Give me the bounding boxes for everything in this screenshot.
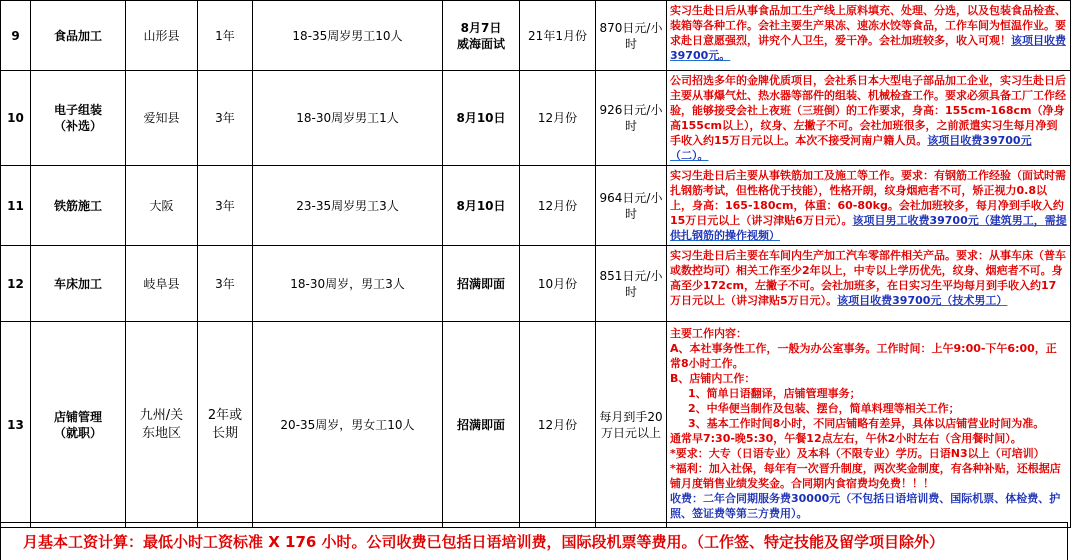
job-location: 山形县 — [126, 1, 198, 71]
job-description — [667, 246, 1071, 322]
table-row — [1, 246, 1071, 322]
departure-date: 12月份 — [520, 166, 596, 246]
fee-text: 该项目收费39700元（二）。 — [670, 134, 1032, 162]
job-term: 3年 — [198, 246, 253, 322]
job-description — [667, 1, 1071, 71]
fee-text: 该项目男工收费39700元（建筑男工，需提供扎钢筋的操作视频） — [670, 214, 1067, 242]
description-line: 通常早7:30-晚5:30，午餐12点左右，午休2小时左右（含用餐时间）。 — [670, 432, 1022, 445]
departure-date: 12月份 — [520, 322, 596, 528]
job-description — [667, 322, 1071, 528]
description-line: 1、简单日语翻译，店铺管理事务； — [688, 387, 861, 400]
job-title: 食品加工 — [31, 1, 126, 71]
description-text: 实习生赴日后主要在车间内生产加工汽车零部件相关产品。要求：从事车床（普车或数控均可）相关工作至少2年以上，中专以上学历优先，纹身、烟疤者不可。身高至少172cm，左撇子不可。会社加班多，在日实习生平均每月到手收入约17万日元以上（讲习津贴5万日元）。 — [670, 249, 1066, 307]
description-text: 公司招选多年的金牌优质项目，会社系日本大型电子部品加工企业，实习生赴日后主要从事爆气灶、热水器等部件的组装、机械检查工作。要求必须具备工厂工作经验，能够接受会社上夜班（三班倒）的工作要求，身高：155cm-168cm（净身高155cm以上），纹身、左撇子不可。会社加班很多，之前派遣实习生每月净到手收入约15万日元以上。本次不接受河南户籍人员。 — [670, 74, 1066, 147]
interview-date: 8月10日 — [443, 71, 520, 166]
job-description — [667, 166, 1071, 246]
job-requirement: 18-30周岁，男工3人 — [253, 246, 443, 322]
fee-text: 收费：二年合同期服务费30000元（不包括日语培训费、国际机票、体检费、护照、签证费等第三方费用）。 — [670, 492, 1061, 520]
fee-text: 该项目收费39700元。 — [670, 34, 1066, 62]
description-line: A、本社事务性工作，一般为办公室事务。工作时间：上午9:00-下午6:00，正常8小时工作。 — [670, 342, 1057, 370]
description-line: 2、中华便当制作及包装、摆台，简单料理等相关工作； — [688, 402, 960, 415]
job-requirement: 23-35周岁男工3人 — [253, 166, 443, 246]
job-term: 2年或 长期 — [198, 322, 253, 528]
description-line: *要求：大专（日语专业）及本科（不限专业）学历。日语N3以上（可培训） — [670, 447, 1045, 460]
hourly-wage: 870日元/小 时 — [596, 1, 667, 71]
job-location: 岐阜县 — [126, 246, 198, 322]
job-location: 爱知县 — [126, 71, 198, 166]
interview-date: 招满即面 — [443, 246, 520, 322]
job-term: 1年 — [198, 1, 253, 71]
interview-date: 8月10日 — [443, 166, 520, 246]
table-row — [1, 71, 1071, 166]
fee-text: 该项目收费39700元（技术男工） — [837, 294, 1008, 307]
row-number: 13 — [1, 322, 31, 528]
table-row — [1, 322, 1071, 528]
hourly-wage: 926日元/小 时 — [596, 71, 667, 166]
job-term: 3年 — [198, 166, 253, 246]
job-title: 铁筋施工 — [31, 166, 126, 246]
footer-note: 月基本工资计算：最低小时工资标准 X 176 小时。公司收费已包括日语培训费，国际段机票等费用。（工作签、特定技能及留学项目除外） — [0, 522, 1068, 560]
job-term: 3年 — [198, 71, 253, 166]
description-line: 3、基本工作时间8小时，不同店铺略有差异，具体以店铺营业时间为准。 — [688, 417, 1045, 430]
row-number: 9 — [1, 1, 31, 71]
job-location: 九州/关 东地区 — [126, 322, 198, 528]
row-number: 10 — [1, 71, 31, 166]
departure-date: 21年1月份 — [520, 1, 596, 71]
job-title: 车床加工 — [31, 246, 126, 322]
interview-date: 招满即面 — [443, 322, 520, 528]
job-title: 店铺管理 （就职） — [31, 322, 126, 528]
row-number: 12 — [1, 246, 31, 322]
job-location: 大阪 — [126, 166, 198, 246]
job-requirement: 18-35周岁男工10人 — [253, 1, 443, 71]
job-requirement: 20-35周岁，男女工10人 — [253, 322, 443, 528]
departure-date: 12月份 — [520, 71, 596, 166]
description-line: *福利：加入社保，每年有一次晋升制度，两次奖金制度，有各种补贴，还根据店铺月度销售业绩发奖金。合同期内食宿费均免费！！！ — [670, 462, 1061, 490]
job-title: 电子组装 （补选） — [31, 71, 126, 166]
table-row — [1, 1, 1071, 71]
job-description — [667, 71, 1071, 166]
row-number: 11 — [1, 166, 31, 246]
description-text: 实习生赴日后从事食品加工生产线上原料填充、处理、分选，以及包装食品检查、装箱等各种工作。会社主要生产果冻、速冻水饺等食品，工作车间为恒温作业。要求赴日意愿强烈，讲究个人卫生，爱干净。会社加班较多，收入可观！ — [670, 4, 1066, 47]
table-row — [1, 166, 1071, 246]
job-requirement: 18-30周岁男工1人 — [253, 71, 443, 166]
departure-date: 10月份 — [520, 246, 596, 322]
description-line: 主要工作内容： — [670, 327, 747, 340]
description-line: B、店铺内工作： — [670, 372, 756, 385]
hourly-wage: 964日元/小 时 — [596, 166, 667, 246]
hourly-wage: 851日元/小 时 — [596, 246, 667, 322]
description-text: 实习生赴日后主要从事铁筋加工及施工等工作。要求：有钢筋工作经验（面试时需扎钢筋考试，但性格优于技能），性格开朗，纹身烟疤者不可，矫正视力0.8以上，身高：165-180cm，体重：60-80kg。会社加班较多，每月净到手收入约15万日元以上（讲习津贴6万日元）。 — [670, 169, 1066, 227]
interview-date: 8月7日 威海面试 — [443, 1, 520, 71]
monthly-wage: 每月到手20 万日元以上 — [596, 322, 667, 528]
